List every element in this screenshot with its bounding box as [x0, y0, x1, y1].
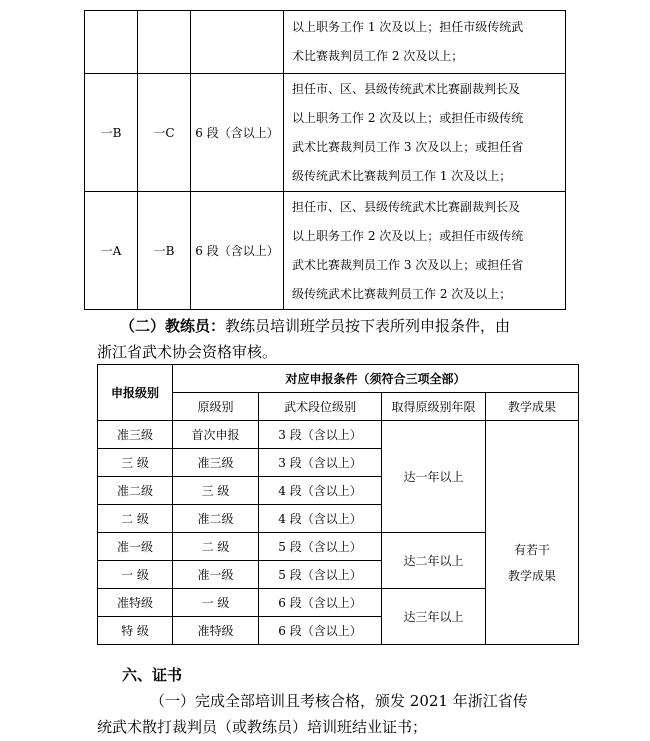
orig-level-cell: 准一级 — [173, 561, 259, 589]
subheader-orig-level: 原级别 — [173, 393, 259, 421]
subheader-achievement: 教学成果 — [486, 393, 579, 421]
achievement-line: 有若干 — [513, 542, 550, 557]
level-cell: 二 级 — [98, 505, 173, 533]
duan-cell: 6 段（含以上） — [259, 617, 382, 645]
table-row — [85, 11, 566, 74]
level-cell: 一 级 — [98, 561, 173, 589]
table-row — [85, 74, 566, 192]
table-cell: 一C — [138, 74, 191, 192]
coach-requirements-table — [97, 364, 579, 645]
achievement-cell — [486, 421, 579, 645]
section-title: 六、证书 — [122, 666, 183, 684]
condition-line: 级传统武术比赛裁判员工作 1 次及以上； — [292, 168, 512, 183]
condition-cell — [284, 74, 566, 192]
coach-paragraph-text: 教练员培训班学员按下表所列申报条件，由 — [225, 317, 511, 335]
orig-level-cell: 三 级 — [173, 477, 259, 505]
duan-cell: 4 段（含以上） — [259, 477, 382, 505]
table-row — [98, 421, 579, 449]
orig-level-cell: 准三级 — [173, 449, 259, 477]
orig-level-cell: 准二级 — [173, 505, 259, 533]
table-cell: 6 段（含以上） — [191, 192, 284, 310]
duan-cell: 3 段（含以上） — [259, 421, 382, 449]
level-cell: 特 级 — [98, 617, 173, 645]
table-cell: 一A — [85, 192, 138, 310]
coach-paragraph-line1 — [120, 312, 510, 340]
referee-requirements-table — [84, 10, 566, 310]
subheader-years: 取得原级别年限 — [382, 393, 486, 421]
duan-cell: 3 段（含以上） — [259, 449, 382, 477]
condition-cell — [284, 11, 566, 74]
condition-cell — [284, 192, 566, 310]
table-cell — [191, 11, 284, 74]
level-cell: 准三级 — [98, 421, 173, 449]
orig-level-cell: 一 级 — [173, 589, 259, 617]
level-cell: 三 级 — [98, 449, 173, 477]
level-cell: 准特级 — [98, 589, 173, 617]
duan-cell: 5 段（含以上） — [259, 561, 382, 589]
years-cell: 达二年以上 — [382, 533, 486, 589]
level-cell: 准一级 — [98, 533, 173, 561]
header-conditions: 对应申报条件（须符合三项全部） — [173, 365, 579, 393]
section-paragraph-line2: 统武术散打裁判员（或教练员）培训班结业证书； — [97, 718, 428, 736]
duan-cell: 5 段（含以上） — [259, 533, 382, 561]
condition-line: 级传统武术比赛裁判员工作 2 次及以上； — [292, 286, 512, 301]
subheader-duan-level: 武术段位级别 — [259, 393, 382, 421]
orig-level-cell: 准特级 — [173, 617, 259, 645]
condition-line: 以上职务工作 2 次及以上；或担任市级传统 — [292, 110, 524, 125]
years-cell: 达三年以上 — [382, 589, 486, 645]
table-cell: 一B — [85, 74, 138, 192]
coach-paragraph-line2: 浙江省武术协会资格审核。 — [97, 343, 278, 361]
condition-line: 以上职务工作 2 次及以上；或担任市级传统 — [292, 228, 524, 243]
orig-level-cell: 首次申报 — [173, 421, 259, 449]
orig-level-cell: 二 级 — [173, 533, 259, 561]
section-paragraph-line1: （一）完成全部培训且考核合格，颁发 2021 年浙江省传 — [150, 692, 528, 710]
years-cell: 达一年以上 — [382, 421, 486, 533]
level-cell: 准二级 — [98, 477, 173, 505]
table-header-row — [98, 365, 579, 393]
coach-heading: （二）教练员： — [120, 317, 226, 335]
condition-line: 担任市、区、县级传统武术比赛副裁判长及 — [292, 199, 521, 214]
table-cell — [85, 11, 138, 74]
achievement-line: 教学成果 — [507, 568, 556, 583]
condition-line: 以上职务工作 1 次及以上；担任市级传统武 — [292, 20, 524, 34]
table-cell: 一B — [138, 192, 191, 310]
header-level: 申报级别 — [98, 365, 173, 421]
condition-line: 武术比赛裁判员工作 3 次及以上；或担任省 — [292, 257, 524, 272]
table-row — [85, 192, 566, 310]
duan-cell: 6 段（含以上） — [259, 589, 382, 617]
condition-line: 担任市、区、县级传统武术比赛副裁判长及 — [292, 81, 521, 96]
table-cell — [138, 11, 191, 74]
condition-line: 术比赛裁判员工作 2 次及以上； — [292, 49, 464, 63]
duan-cell: 4 段（含以上） — [259, 505, 382, 533]
table-cell: 6 段（含以上） — [191, 74, 284, 192]
condition-line: 武术比赛裁判员工作 3 次及以上；或担任省 — [292, 139, 524, 154]
